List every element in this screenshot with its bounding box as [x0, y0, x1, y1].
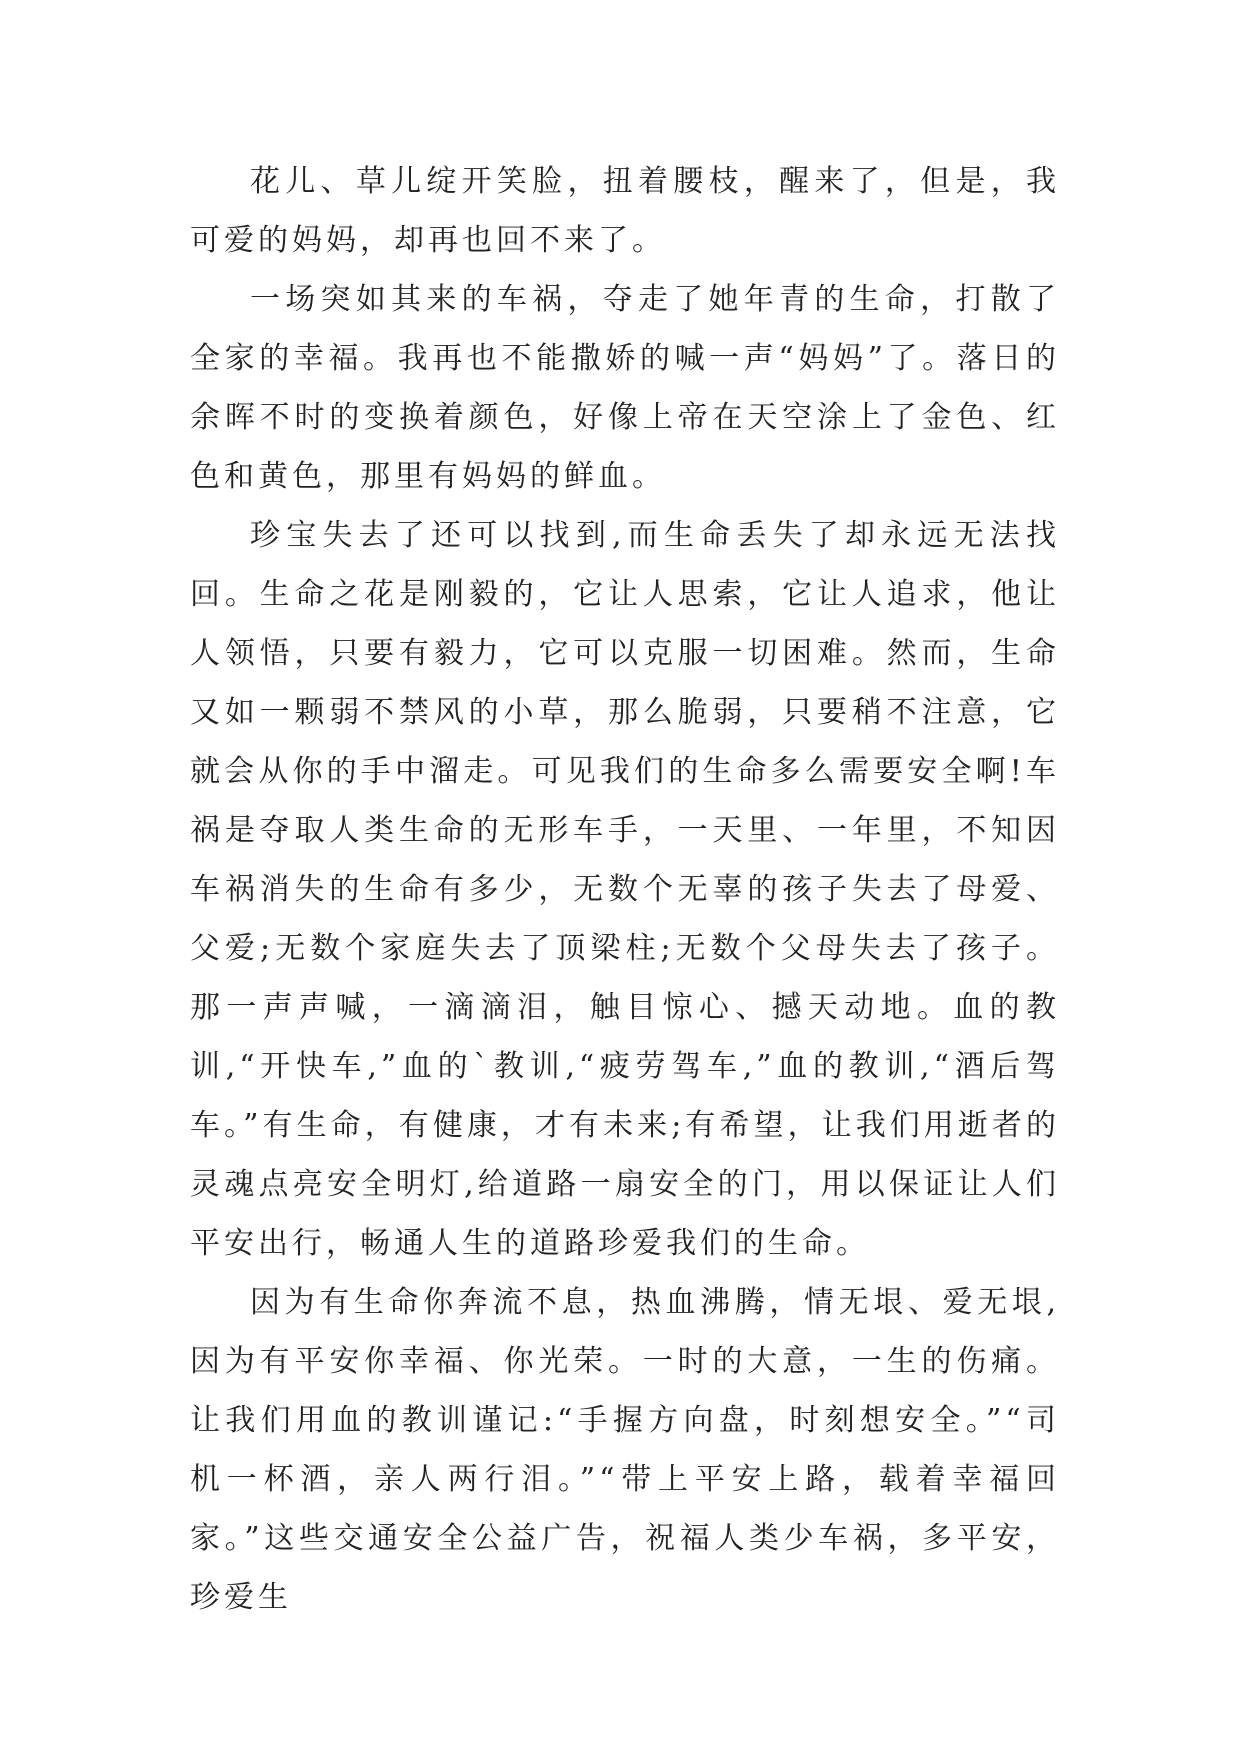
paragraph-2: 一场突如其来的车祸，夺走了她年青的生命，打散了全家的幸福。我再也不能撒娇的喊一声“妈妈”了。落日的余晖不时的变换着颜色，好像上帝在天空涂上了金色、红色和黄色，那里有妈妈的鲜血。 [190, 282, 1060, 494]
paragraph-1: 花儿、草儿绽开笑脸，扭着腰枝，醒来了，但是，我可爱的妈妈，却再也回不来了。 [190, 164, 1060, 258]
document-body [190, 152, 1060, 1627]
paragraph-3: 珍宝失去了还可以找到,而生命丢失了却永远无法找回。生命之花是刚毅的，它让人思索，它让人追求，他让人领悟，只要有毅力，它可以克服一切困难。然而，生命又如一颗弱不禁风的小草，那么脆弱，只要稍不注意，它就会从你的手中溜走。可见我们的生命多么需要安全啊!车祸是夺取人类生命的无形车手，一天里、一年里，不知因车祸消失的生命有多少，无数个无辜的孩子失去了母爱、父爱;无数个家庭失去了顶梁柱;无数个父母失去了孩子。那一声声喊，一滴滴泪，触目惊心、撼天动地。血的教训,“开快车,”血的`教训,“疲劳驾车,”血的教训,“酒后驾车。”有生命，有健康，才有未来;有希望，让我们用逝者的灵魂点亮安全明灯,给道路一扇安全的门，用以保证让人们平安出行，畅通人生的道路珍爱我们的生命。 [190, 518, 1060, 1261]
paragraph-4: 因为有生命你奔流不息，热血沸腾，情无垠、爱无垠,因为有平安你幸福、你光荣。一时的大意，一生的伤痛。让我们用血的教训谨记:“手握方向盘，时刻想安全。”“司机一杯酒，亲人两行泪。”“带上平安上路，载着幸福回家。”这些交通安全公益广告，祝福人类少车祸，多平安，珍爱生 [190, 1285, 1060, 1615]
